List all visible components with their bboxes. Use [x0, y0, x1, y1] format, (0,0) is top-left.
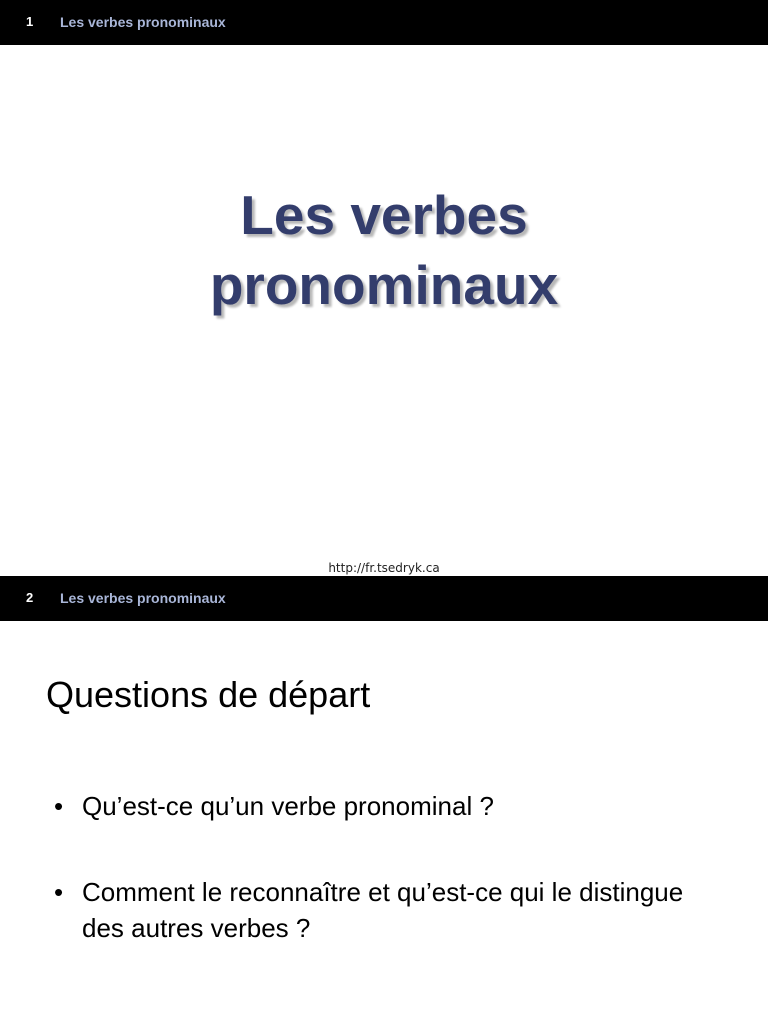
slide-header-bar: [0, 0, 768, 45]
footer-url: http://fr.tsedryk.ca: [328, 561, 440, 575]
bullet-text: Comment le reconnaître et qu’est-ce qui le distingue des autres verbes ?: [82, 877, 684, 943]
slide-header-title: Les verbes pronominaux: [60, 590, 226, 606]
bullet-dot: •: [54, 791, 64, 821]
bullet-item: [50, 874, 730, 946]
slide-header-title: Les verbes pronominaux: [60, 14, 226, 30]
slide-2: [0, 576, 768, 1024]
slide-header-bar: [0, 576, 768, 621]
bullet-list: [50, 788, 730, 996]
bullet-item: [50, 788, 730, 824]
slide-title-line-2: pronominaux: [209, 254, 559, 316]
bullet-dot: •: [54, 877, 64, 907]
slide-title-line-1: Les verbes: [240, 184, 528, 246]
bullet-text: Qu’est-ce qu’un verbe pronominal ?: [82, 791, 494, 821]
slide-title: [0, 180, 768, 320]
slide-number: 1: [26, 14, 34, 29]
section-heading: Questions de départ: [46, 674, 371, 715]
slide-number: 2: [26, 590, 34, 605]
